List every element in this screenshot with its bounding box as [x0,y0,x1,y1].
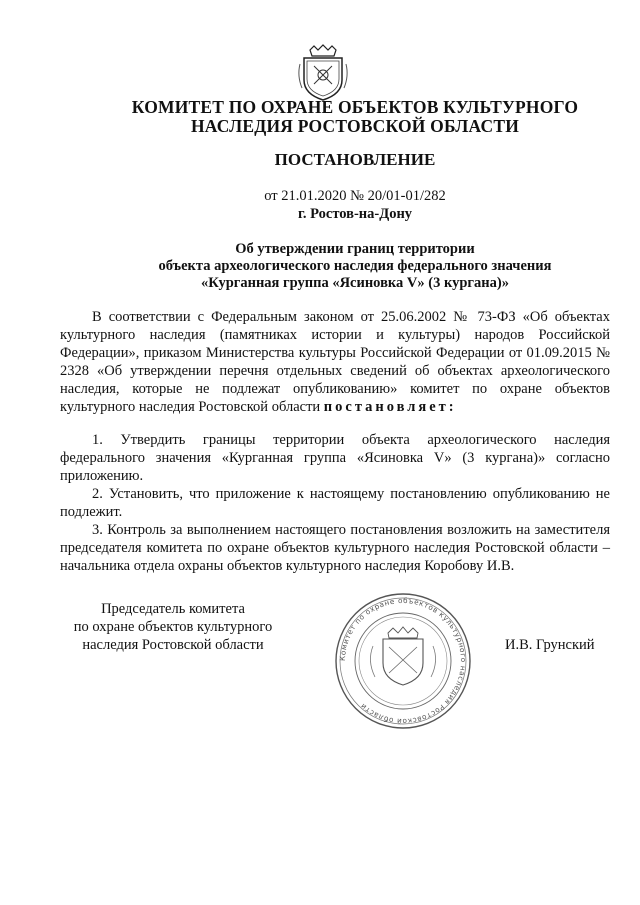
document-city: г. Ростов-на-Дону [297,206,413,222]
document-subject [60,241,640,292]
signer-position [58,600,288,654]
committee-line-1: КОМИТЕТ ПО ОХРАНЕ ОБЪЕКТОВ КУЛЬТУРНОГО [131,97,579,117]
document-type: ПОСТАНОВЛЕНИЕ [274,150,436,169]
signer-position-line-1: Председатель комитета [101,601,245,617]
signer-position-line-3: наследия Ростовской области [82,637,264,653]
resolution-item-2: 2. Установить, что приложение к настоящему постановлению опубликованию не подлежит. [60,486,610,520]
resolution-item-3: 3. Контроль за выполнением настоящего постановления возложить на заместителя председателя комитета по охране объектов культурного наследия Ростовской области – начальника отдела охраны объектов культурного наследия Коробову И.В. [60,522,610,574]
svg-text:Комитет по охране объектов кул: Комитет по охране объектов культурного наследия Ростовской области [337,595,469,727]
resolution-items [60,431,610,575]
coat-of-arms-icon [296,44,350,102]
preamble-text: В соответствии с Федеральным законом от 25.06.2002 № 73-ФЗ «Об объектах культурного наследия (памятниках истории и культуры) народов Российской Федерации», приказом Министерства культуры Российской Федерации от 01.09.2015 № 2328 «Об утверждении перечня отдельных сведений об объектах археологического наследия, которые не подлежат опубликованию» комитет по охране объектов культурного наследия Ростовской области [60,309,610,415]
resolves-word: постановляет: [323,399,457,415]
document-date-number: от 21.01.2020 № 20/01-01/282 [264,188,446,204]
signer-name: И.В. Грунский [505,637,595,653]
subject-line-3: «Курганная группа «Ясиновка V» (3 кургана)» [201,275,509,291]
committee-name [60,98,640,136]
committee-line-2: НАСЛЕДИЯ РОСТОВСКОЙ ОБЛАСТИ [190,116,520,136]
preamble-paragraph [60,308,610,416]
signer-position-line-2: по охране объектов культурного [73,619,273,635]
resolution-item-1: 1. Утвердить границы территории объекта археологического наследия федерального значения «Курганная группа «Ясиновка V» (3 кургана)» согласно приложению. [60,432,610,484]
subject-line-2: объекта археологического наследия федерального значения [158,258,552,274]
official-seal-icon [333,591,473,731]
subject-line-1: Об утверждении границ территории [235,241,475,257]
